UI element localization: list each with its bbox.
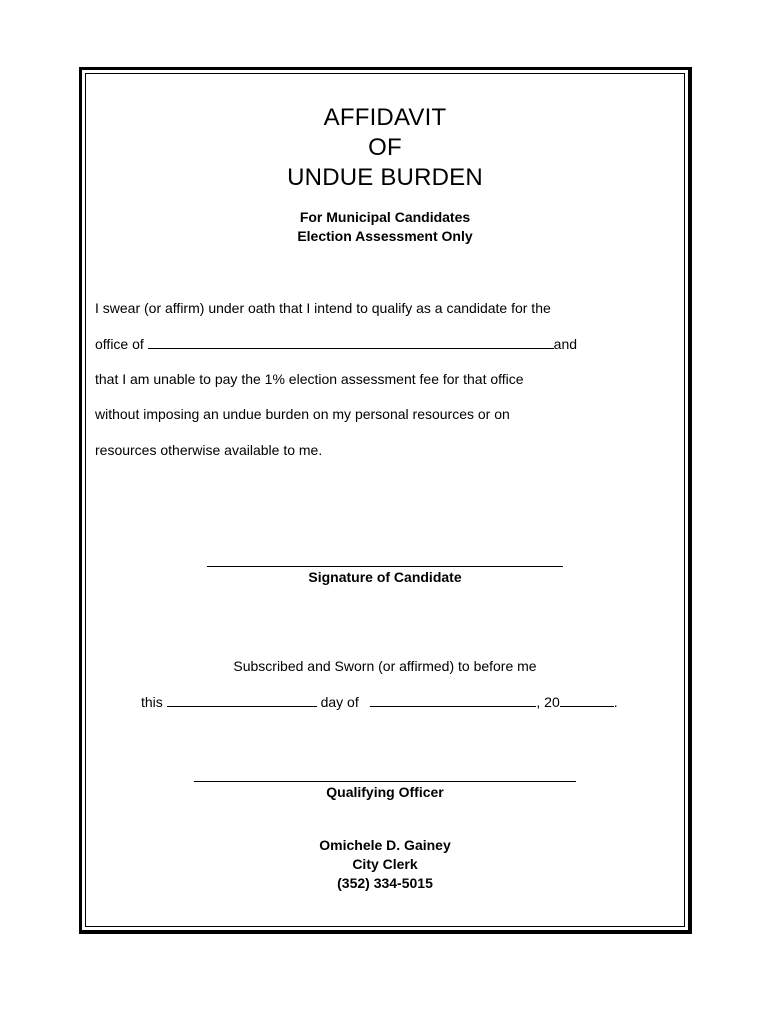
clerk-title: City Clerk [352, 856, 418, 872]
statement-line-5: resources otherwise available to me. [95, 442, 323, 458]
office-name-field[interactable] [148, 336, 554, 349]
document-border [79, 67, 692, 934]
statement-line-4: without imposing an undue burden on my personal resources or on [95, 406, 510, 422]
day-of-label: day of [320, 694, 359, 710]
this-label: this [141, 694, 163, 710]
statement-line-2 [95, 335, 577, 353]
subtitle-line-2: Election Assessment Only [297, 228, 473, 244]
and-label: and [553, 336, 578, 352]
sworn-date-line [141, 693, 618, 711]
day-field[interactable] [167, 694, 317, 707]
clerk-name: Omichele D. Gainey [319, 837, 451, 853]
year-field[interactable] [560, 694, 614, 707]
sworn-statement: Subscribed and Sworn (or affirmed) to before me [233, 658, 537, 674]
subtitle-line-1: For Municipal Candidates [299, 209, 471, 225]
candidate-signature-label: Signature of Candidate [308, 569, 462, 585]
year-prefix: , 20 [536, 694, 560, 710]
document-title-line-2: OF [368, 134, 402, 161]
statement-line-1: I swear (or affirm) under oath that I intend to qualify as a candidate for the [95, 300, 551, 316]
document-title-line-1: AFFIDAVIT [323, 104, 447, 131]
statement-line-3: that I am unable to pay the 1% election assessment fee for that office [95, 371, 524, 387]
month-field[interactable] [370, 694, 536, 707]
office-of-label: office of [95, 336, 144, 352]
document-title-line-3: UNDUE BURDEN [287, 164, 483, 191]
candidate-signature-line[interactable] [207, 566, 563, 567]
clerk-phone: (352) 334-5015 [337, 875, 433, 891]
qualifying-officer-label: Qualifying Officer [326, 784, 444, 800]
end-punctuation: . [613, 694, 618, 710]
qualifying-officer-signature-line[interactable] [194, 781, 576, 782]
